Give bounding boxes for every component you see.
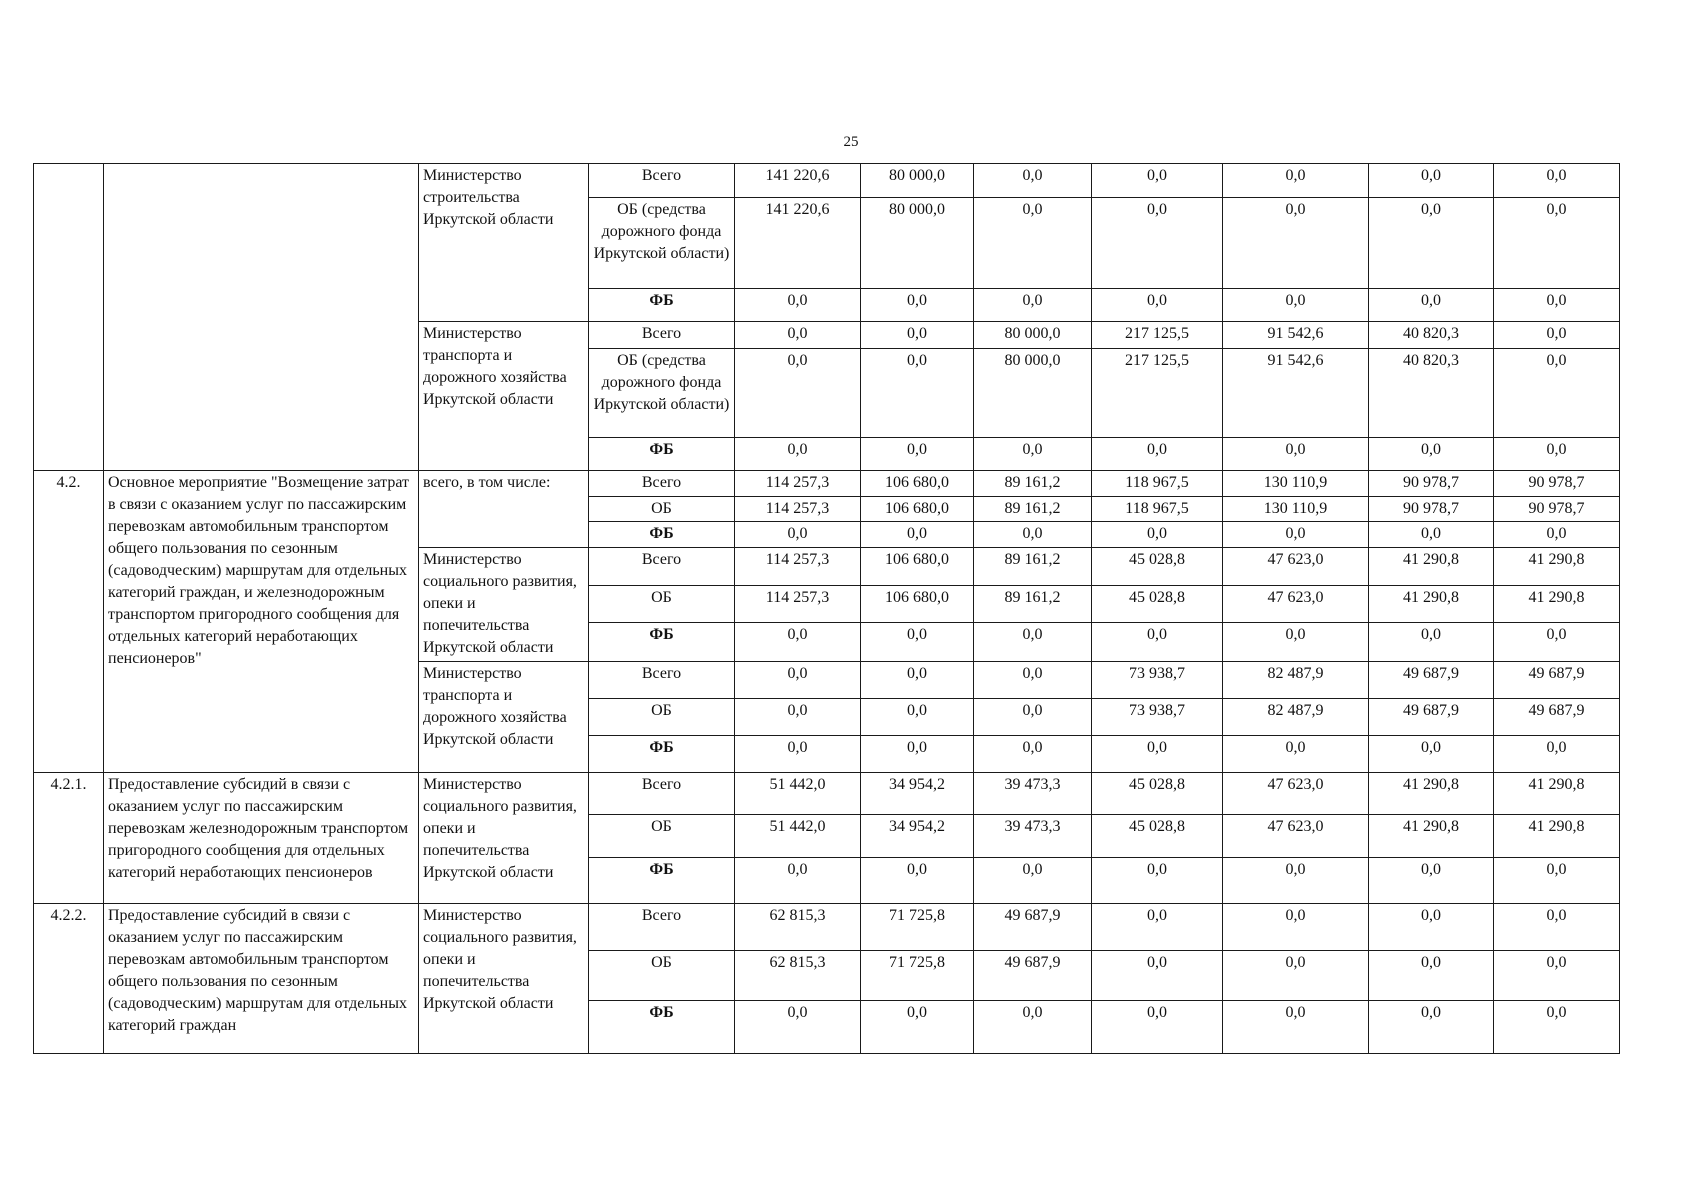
funding-source: ОБ: [589, 497, 735, 522]
amount-cell: 0,0: [861, 736, 974, 773]
amount-cell: 73 938,7: [1092, 662, 1223, 699]
funding-source: ФБ: [589, 858, 735, 904]
amount-cell: 0,0: [974, 522, 1092, 548]
amount-cell: 0,0: [861, 623, 974, 662]
amount-cell: 0,0: [1092, 858, 1223, 904]
amount-cell: 114 257,3: [735, 497, 861, 522]
amount-cell: 0,0: [1494, 736, 1620, 773]
amount-cell: 0,0: [735, 736, 861, 773]
amount-cell: 0,0: [1369, 623, 1494, 662]
amount-cell: 41 290,8: [1494, 548, 1620, 586]
amount-cell: 0,0: [735, 322, 861, 349]
amount-cell: 90 978,7: [1494, 497, 1620, 522]
amount-cell: 0,0: [861, 699, 974, 736]
amount-cell: 90 978,7: [1369, 471, 1494, 497]
amount-cell: 217 125,5: [1092, 322, 1223, 349]
funding-source: ОБ: [589, 699, 735, 736]
amount-cell: 0,0: [735, 662, 861, 699]
amount-cell: 0,0: [1092, 522, 1223, 548]
amount-cell: 41 290,8: [1369, 548, 1494, 586]
amount-cell: 0,0: [1369, 522, 1494, 548]
amount-cell: 34 954,2: [861, 773, 974, 815]
amount-cell: 62 815,3: [735, 951, 861, 1001]
amount-cell: 0,0: [1369, 858, 1494, 904]
page-number: 25: [843, 134, 859, 150]
amount-cell: 90 978,7: [1494, 471, 1620, 497]
amount-cell: 0,0: [861, 289, 974, 322]
amount-cell: 0,0: [1494, 322, 1620, 349]
funding-source: Всего: [589, 773, 735, 815]
amount-cell: 217 125,5: [1092, 349, 1223, 438]
item-number: 4.2.: [34, 471, 104, 773]
amount-cell: 0,0: [1369, 1001, 1494, 1054]
amount-cell: 118 967,5: [1092, 471, 1223, 497]
amount-cell: 0,0: [974, 699, 1092, 736]
amount-cell: 45 028,8: [1092, 815, 1223, 858]
amount-cell: 0,0: [1092, 1001, 1223, 1054]
item-number: 4.2.2.: [34, 904, 104, 1054]
amount-cell: 0,0: [1092, 951, 1223, 1001]
amount-cell: 0,0: [861, 858, 974, 904]
amount-cell: 47 623,0: [1223, 586, 1369, 623]
amount-cell: 47 623,0: [1223, 815, 1369, 858]
amount-cell: 0,0: [735, 699, 861, 736]
amount-cell: 0,0: [1369, 164, 1494, 198]
amount-cell: 0,0: [1494, 951, 1620, 1001]
amount-cell: 41 290,8: [1369, 773, 1494, 815]
amount-cell: 90 978,7: [1369, 497, 1494, 522]
amount-cell: 49 687,9: [1494, 699, 1620, 736]
amount-cell: 0,0: [735, 623, 861, 662]
executor-cell: Министерство социального развития, опеки и попечительства Иркутской области: [419, 773, 589, 904]
amount-cell: 49 687,9: [974, 904, 1092, 951]
amount-cell: 0,0: [1494, 522, 1620, 548]
amount-cell: 0,0: [1092, 164, 1223, 198]
amount-cell: 130 110,9: [1223, 497, 1369, 522]
amount-cell: 0,0: [861, 322, 974, 349]
amount-cell: 0,0: [974, 1001, 1092, 1054]
amount-cell: 71 725,8: [861, 904, 974, 951]
funding-source: ОБ (средства дорожного фонда Иркутской области): [589, 198, 735, 289]
amount-cell: 0,0: [861, 522, 974, 548]
amount-cell: 0,0: [1092, 623, 1223, 662]
amount-cell: 106 680,0: [861, 586, 974, 623]
amount-cell: 106 680,0: [861, 471, 974, 497]
amount-cell: 0,0: [1369, 951, 1494, 1001]
amount-cell: 0,0: [861, 349, 974, 438]
amount-cell: 41 290,8: [1494, 586, 1620, 623]
amount-cell: 0,0: [1494, 904, 1620, 951]
amount-cell: 0,0: [1223, 438, 1369, 471]
amount-cell: 0,0: [974, 198, 1092, 289]
amount-cell: 0,0: [1494, 623, 1620, 662]
amount-cell: 0,0: [1223, 1001, 1369, 1054]
funding-source: Всего: [589, 662, 735, 699]
amount-cell: 80 000,0: [974, 322, 1092, 349]
amount-cell: 41 290,8: [1494, 773, 1620, 815]
amount-cell: 45 028,8: [1092, 548, 1223, 586]
amount-cell: 51 442,0: [735, 815, 861, 858]
amount-cell: 49 687,9: [974, 951, 1092, 1001]
item-number: 4.2.1.: [34, 773, 104, 904]
amount-cell: 0,0: [1092, 198, 1223, 289]
funding-source: Всего: [589, 548, 735, 586]
amount-cell: 45 028,8: [1092, 773, 1223, 815]
table-body: [34, 164, 1620, 1054]
table-row: [34, 773, 1620, 815]
funding-source: ФБ: [589, 289, 735, 322]
amount-cell: 82 487,9: [1223, 662, 1369, 699]
amount-cell: 62 815,3: [735, 904, 861, 951]
amount-cell: 0,0: [735, 858, 861, 904]
amount-cell: 0,0: [1369, 904, 1494, 951]
amount-cell: 0,0: [974, 289, 1092, 322]
amount-cell: 45 028,8: [1092, 586, 1223, 623]
amount-cell: 89 161,2: [974, 548, 1092, 586]
amount-cell: 49 687,9: [1369, 662, 1494, 699]
funding-source: Всего: [589, 322, 735, 349]
executor-cell: Министерство транспорта и дорожного хозяйства Иркутской области: [419, 662, 589, 773]
amount-cell: 47 623,0: [1223, 773, 1369, 815]
funding-source: ФБ: [589, 522, 735, 548]
amount-cell: 89 161,2: [974, 471, 1092, 497]
amount-cell: 106 680,0: [861, 497, 974, 522]
table-row: [34, 904, 1620, 951]
amount-cell: 0,0: [974, 662, 1092, 699]
amount-cell: 0,0: [1494, 858, 1620, 904]
item-name: [104, 164, 419, 471]
amount-cell: 106 680,0: [861, 548, 974, 586]
amount-cell: 39 473,3: [974, 773, 1092, 815]
amount-cell: 0,0: [1369, 736, 1494, 773]
funding-source: ФБ: [589, 1001, 735, 1054]
amount-cell: 0,0: [1223, 623, 1369, 662]
amount-cell: 0,0: [1223, 198, 1369, 289]
amount-cell: 49 687,9: [1369, 699, 1494, 736]
amount-cell: 0,0: [974, 736, 1092, 773]
amount-cell: 141 220,6: [735, 198, 861, 289]
amount-cell: 0,0: [1369, 438, 1494, 471]
funding-source: ОБ (средства дорожного фонда Иркутской области): [589, 349, 735, 438]
amount-cell: 0,0: [1494, 1001, 1620, 1054]
amount-cell: 0,0: [1092, 438, 1223, 471]
amount-cell: 91 542,6: [1223, 322, 1369, 349]
amount-cell: 0,0: [861, 438, 974, 471]
amount-cell: 41 290,8: [1369, 815, 1494, 858]
executor-cell: Министерство социального развития, опеки и попечительства Иркутской области: [419, 548, 589, 662]
amount-cell: 0,0: [1223, 951, 1369, 1001]
amount-cell: 0,0: [1494, 438, 1620, 471]
executor-cell: Министерство транспорта и дорожного хозяйства Иркутской области: [419, 322, 589, 471]
amount-cell: 0,0: [1223, 858, 1369, 904]
amount-cell: 0,0: [1494, 349, 1620, 438]
amount-cell: 0,0: [1223, 736, 1369, 773]
amount-cell: 80 000,0: [974, 349, 1092, 438]
amount-cell: 40 820,3: [1369, 322, 1494, 349]
amount-cell: 118 967,5: [1092, 497, 1223, 522]
amount-cell: 0,0: [1223, 522, 1369, 548]
amount-cell: 0,0: [1494, 164, 1620, 198]
amount-cell: 0,0: [1223, 164, 1369, 198]
amount-cell: 0,0: [1494, 289, 1620, 322]
funding-source: ОБ: [589, 951, 735, 1001]
amount-cell: 39 473,3: [974, 815, 1092, 858]
item-name: Основное мероприятие "Возмещение затрат в связи с оказанием услуг по пассажирским перевозкам автомобильным транспортом общего пользования по сезонным (садоводческим) маршрутам для отдельных категорий граждан, и железнодорожным транспортом пригородного сообщения для отдельных категорий неработающих пенсионеров": [104, 471, 419, 773]
amount-cell: 80 000,0: [861, 198, 974, 289]
financing-table: [33, 163, 1620, 1054]
amount-cell: 41 290,8: [1369, 586, 1494, 623]
funding-source: ФБ: [589, 736, 735, 773]
amount-cell: 71 725,8: [861, 951, 974, 1001]
amount-cell: 0,0: [1092, 289, 1223, 322]
amount-cell: 0,0: [735, 1001, 861, 1054]
executor-cell: Министерство социального развития, опеки и попечительства Иркутской области: [419, 904, 589, 1054]
amount-cell: 0,0: [861, 1001, 974, 1054]
amount-cell: 49 687,9: [1494, 662, 1620, 699]
amount-cell: 47 623,0: [1223, 548, 1369, 586]
amount-cell: 41 290,8: [1494, 815, 1620, 858]
amount-cell: 114 257,3: [735, 471, 861, 497]
amount-cell: 51 442,0: [735, 773, 861, 815]
amount-cell: 34 954,2: [861, 815, 974, 858]
amount-cell: 114 257,3: [735, 548, 861, 586]
amount-cell: 0,0: [1369, 289, 1494, 322]
funding-source: Всего: [589, 164, 735, 198]
amount-cell: 82 487,9: [1223, 699, 1369, 736]
item-name: Предоставление субсидий в связи с оказанием услуг по пассажирским перевозкам железнодорожным транспортом пригородного сообщения для отдельных категорий неработающих пенсионеров: [104, 773, 419, 904]
executor-cell: всего, в том числе:: [419, 471, 589, 548]
executor-cell: Министерство строительства Иркутской области: [419, 164, 589, 322]
amount-cell: 0,0: [1494, 198, 1620, 289]
amount-cell: 91 542,6: [1223, 349, 1369, 438]
item-number: [34, 164, 104, 471]
table-row: [34, 471, 1620, 497]
amount-cell: 40 820,3: [1369, 349, 1494, 438]
amount-cell: 114 257,3: [735, 586, 861, 623]
funding-source: ФБ: [589, 438, 735, 471]
amount-cell: 0,0: [1369, 198, 1494, 289]
amount-cell: 0,0: [735, 438, 861, 471]
amount-cell: 141 220,6: [735, 164, 861, 198]
amount-cell: 0,0: [735, 522, 861, 548]
amount-cell: 0,0: [1092, 736, 1223, 773]
amount-cell: 89 161,2: [974, 497, 1092, 522]
amount-cell: 73 938,7: [1092, 699, 1223, 736]
amount-cell: 0,0: [974, 858, 1092, 904]
funding-source: ФБ: [589, 623, 735, 662]
funding-source: ОБ: [589, 586, 735, 623]
amount-cell: 0,0: [735, 349, 861, 438]
amount-cell: 80 000,0: [861, 164, 974, 198]
funding-source: ОБ: [589, 815, 735, 858]
amount-cell: 0,0: [1223, 289, 1369, 322]
amount-cell: 0,0: [974, 164, 1092, 198]
amount-cell: 0,0: [974, 623, 1092, 662]
amount-cell: 0,0: [1223, 904, 1369, 951]
amount-cell: 0,0: [1092, 904, 1223, 951]
amount-cell: 89 161,2: [974, 586, 1092, 623]
amount-cell: 0,0: [974, 438, 1092, 471]
funding-source: Всего: [589, 904, 735, 951]
funding-source: Всего: [589, 471, 735, 497]
table-row: [34, 164, 1620, 198]
item-name: Предоставление субсидий в связи с оказанием услуг по пассажирским перевозкам автомобильным транспортом общего пользования по сезонным (садоводческим) маршрутам для отдельных категорий граждан: [104, 904, 419, 1054]
amount-cell: 130 110,9: [1223, 471, 1369, 497]
amount-cell: 0,0: [735, 289, 861, 322]
amount-cell: 0,0: [861, 662, 974, 699]
